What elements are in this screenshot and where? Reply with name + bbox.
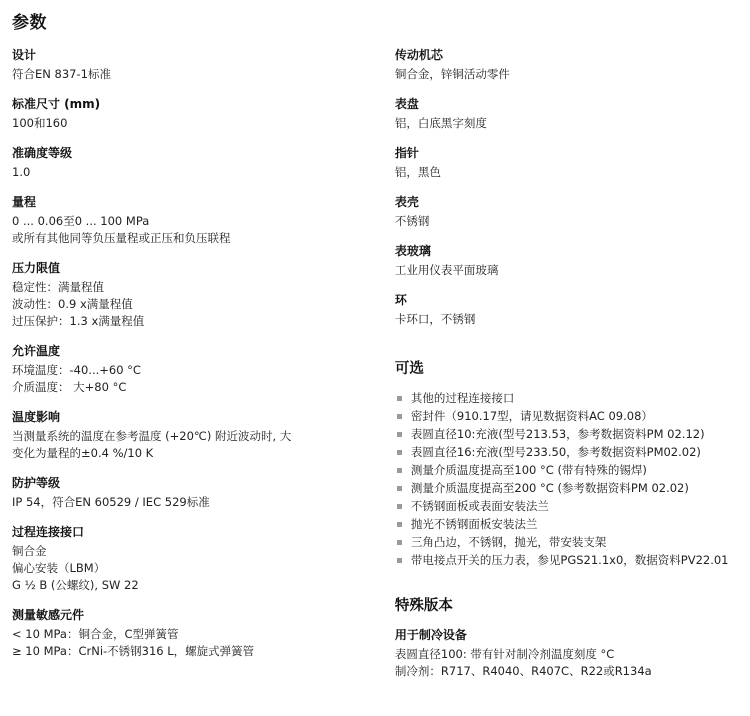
spec-term: 设计 [12,48,37,62]
spec-term: 标准尺寸 (mm) [12,97,101,111]
special-version-heading: 特殊版本 [394,598,453,614]
spec-value: 符合EN 837-1标准 [12,67,111,81]
list-item: 测量介质温度提高至200 °C (参考数据资料PM 02.02) [395,480,740,497]
list-item: 带电接点开关的压力表，参见PGS21.1x0，数据资料PV22.01 [395,552,740,569]
options-list [395,390,740,569]
spec-value: 卡环口，不锈钢 [394,312,476,326]
spec-block-pointer [395,145,740,181]
page-title: 参数 [12,13,47,33]
spec-block-pressure-limitation [12,260,370,330]
spec-value: 铝，白底黑字刻度 [394,116,487,130]
spec-term: 测量敏感元件 [12,608,85,622]
list-item: 不锈钢面板或表面安装法兰 [395,498,740,515]
spec-term: 指针 [394,146,419,160]
spec-value: 过压保护：1.3 x满量程值 [12,314,145,328]
spec-value: 工业用仪表平面玻璃 [394,263,499,277]
spec-value: 波动性：0.9 x满量程值 [12,297,133,311]
options-heading: 可选 [394,361,424,377]
spec-value: 铜合金，锌铜活动零件 [394,67,510,81]
two-column-layout [10,47,740,693]
spec-term: 环 [394,293,407,307]
spec-block-permissible-temperature [12,343,370,396]
list-item: 其他的过程连接接口 [395,390,740,407]
list-item: 抛光不锈钢面板安装法兰 [395,516,740,533]
list-item: 测量介质温度提高至100 °C (带有特殊的锡焊) [395,462,740,479]
spec-value: 铜合金 [12,544,47,558]
spec-term: 量程 [12,195,37,209]
spec-value: 介质温度： 大+80 °C [12,380,127,394]
spec-term: 温度影响 [12,410,61,424]
spec-block-nominal-size [12,96,370,132]
spec-value: 100和160 [12,116,68,130]
spec-term: 表壳 [394,195,419,209]
spec-value: 偏心安装（LBM） [12,561,106,575]
spec-value: < 10 MPa：铜合金，C型弹簧管 [12,627,179,641]
spec-block-temperature-effect [12,409,370,462]
spec-block-design [12,47,370,83]
spec-term: 准确度等级 [12,146,73,160]
spec-block-measuring-range [12,194,370,247]
spec-block-accuracy-class [12,145,370,181]
spec-value: 变化为量程的±0.4 %/10 K [12,446,154,460]
left-column [10,47,370,673]
spec-value: G ½ B (公螺纹), SW 22 [12,578,139,592]
spec-block-window [395,243,740,279]
spec-block-case [395,194,740,230]
spec-block-refrigeration [395,627,740,680]
spec-block-ingress-protection [12,475,370,511]
spec-value: 制冷剂：R717、R4040、R407C、R22或R134a [394,664,652,678]
spec-term: 传动机芯 [394,48,443,62]
spec-value: 1.0 [12,165,31,179]
list-item: 表圆直径16:充液(型号233.50，参考数据资料PM02.02) [395,444,740,461]
spec-block-movement [395,47,740,83]
spec-value: 环境温度：-40...+60 °C [12,363,141,377]
spec-term: 允许温度 [12,344,61,358]
spec-block-ring [395,292,740,328]
spec-block-dial [395,96,740,132]
spec-value: 表圆直径100: 带有针对制冷剂温度刻度 °C [394,647,615,661]
spec-term: 表玻璃 [394,244,431,258]
spec-term: 压力限值 [12,261,61,275]
list-item: 表圆直径10:充液(型号213.53，参考数据资料PM 02.12) [395,426,740,443]
spec-value: 或所有其他同等负压量程或正压和负压联程 [12,231,231,245]
spec-term: 表盘 [394,97,419,111]
spec-term: 用于制冷设备 [394,628,467,642]
list-item: 密封件（910.17型，请见数据资料AC 09.08） [395,408,740,425]
spec-value: ≥ 10 MPa：CrNi-不锈钢316 L，螺旋式弹簧管 [12,644,255,658]
spec-value: 稳定性：满量程值 [12,280,104,294]
spec-term: 防护等级 [12,476,61,490]
right-column [370,47,740,693]
list-item: 三角凸边，不锈钢，抛光，带安装支架 [395,534,740,551]
spec-value: 当测量系统的温度在参考温度 (+20℃) 附近波动时, 大 [12,429,292,443]
spec-value: 0 ... 0.06至0 ... 100 MPa [12,214,150,228]
spec-value: 铝，黑色 [394,165,441,179]
spec-block-measuring-element [12,607,370,660]
spec-block-process-connection [12,524,370,594]
spec-term: 过程连接接口 [12,525,85,539]
spec-value: IP 54，符合EN 60529 / IEC 529标准 [12,495,210,509]
spec-value: 不锈钢 [394,214,430,228]
